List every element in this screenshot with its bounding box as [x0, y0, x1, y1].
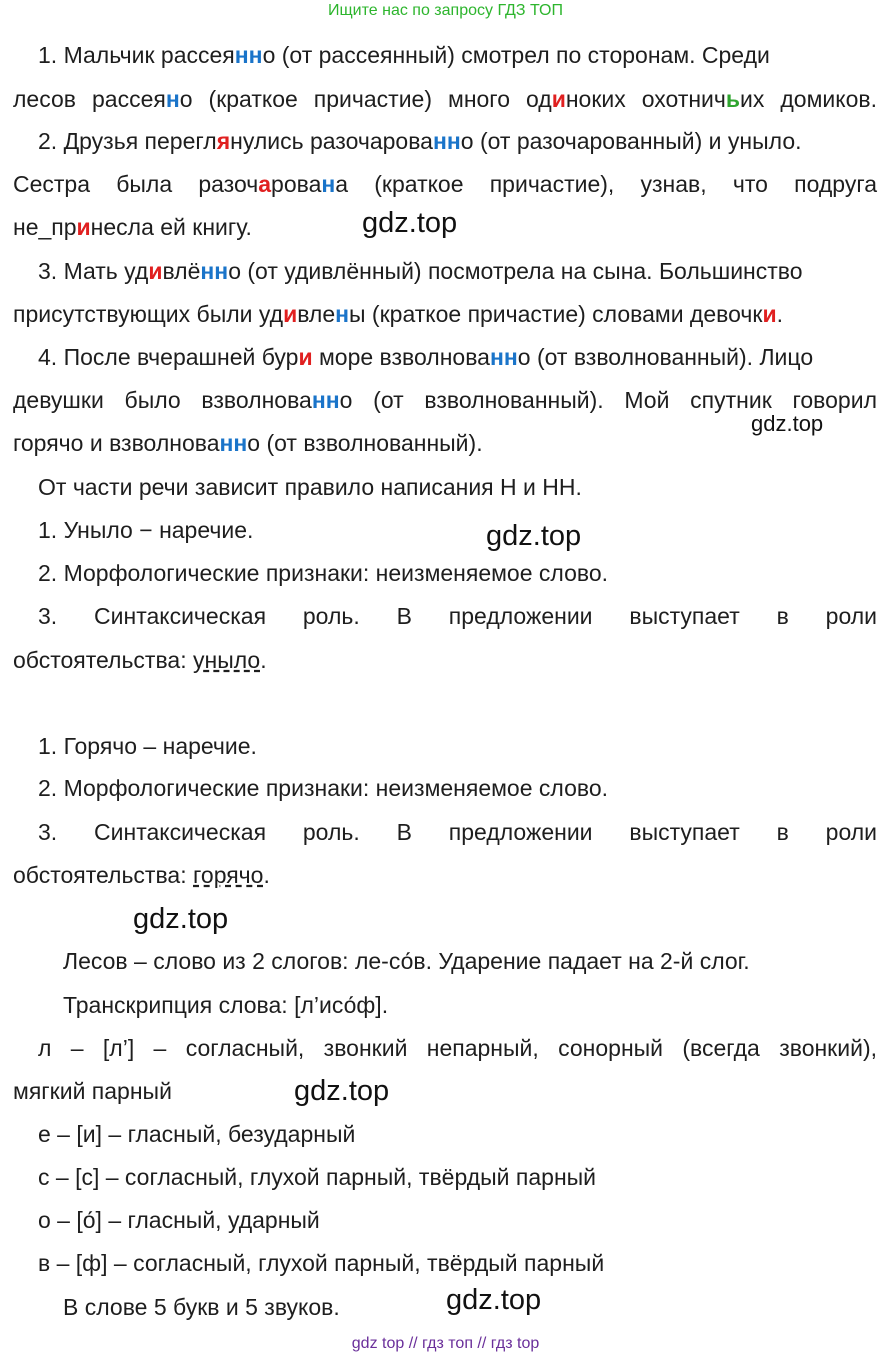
text-line [13, 169, 877, 199]
text-segment: л – [л’] – согласный, звонкий непарный, сонорный (всегда звонкий), [38, 1035, 877, 1061]
highlighted-letter: и [762, 301, 777, 327]
text-line [13, 645, 267, 675]
text-segment: нулись разочарова [230, 128, 433, 154]
text-segment: 1. Мальчик рассея [38, 42, 235, 68]
text-line [63, 946, 750, 976]
text-line [38, 731, 257, 761]
text-line [13, 385, 877, 415]
text-segment: От части речи зависит правило написания Н и НН. [38, 474, 582, 500]
text-line [38, 1119, 355, 1149]
text-segment: море взволнова [312, 344, 490, 370]
text-segment: . [263, 862, 270, 888]
highlighted-letter: и [76, 214, 91, 240]
text-segment: мягкий парный [13, 1078, 172, 1104]
text-segment: присутствующих были уд [13, 301, 284, 327]
text-line [38, 773, 608, 803]
text-segment: 2. Друзья перегл [38, 128, 217, 154]
highlighted-letter: нн [311, 387, 340, 413]
text-segment: о (краткое причастие) много од [179, 86, 552, 112]
text-segment: 2. Морфологические признаки: неизменяемое слово. [38, 775, 609, 801]
highlighted-letter: нн [432, 128, 461, 154]
text-segment: влё [162, 258, 201, 284]
text-line [38, 515, 253, 545]
text-segment: о (от удивлённый) посмотрела на сына. Большинство [228, 258, 803, 284]
text-segment: 3. Синтаксическая роль. В предложении выступает в роли [38, 819, 877, 845]
text-segment: 2. Морфологические признаки: неизменяемое слово. [38, 560, 609, 586]
text-segment: горячо и взволнова [13, 430, 220, 456]
highlighted-letter: и [551, 86, 566, 112]
text-line [38, 601, 877, 631]
text-segment: 1. Горячо – наречие. [38, 733, 257, 759]
highlighted-letter: и [298, 344, 313, 370]
text-segment: . [776, 301, 783, 327]
text-segment: о (от разочарованный) и уныло. [460, 128, 802, 154]
watermark: gdz.top [751, 411, 824, 436]
text-line [13, 299, 783, 329]
text-segment: а (краткое причастие), узнав, что подруга [335, 171, 877, 197]
highlighted-letter: нн [200, 258, 229, 284]
text-segment: о (от взволнованный). Мой спутник говорил [339, 387, 877, 413]
text-line [13, 428, 483, 458]
text-segment: лесов рассея [13, 86, 166, 112]
text-segment: 4. После вчерашней бур [38, 344, 299, 370]
text-segment: с – [с] – согласный, глухой парный, твёрдый парный [38, 1164, 597, 1190]
text-segment: В слове 5 букв и 5 звуков. [63, 1294, 340, 1320]
underlined-word: горячо [193, 862, 264, 888]
text-line [38, 126, 802, 156]
highlighted-letter: ь [725, 86, 741, 112]
text-line [38, 1033, 877, 1063]
text-line [38, 558, 608, 588]
text-segment: ы (краткое причастие) словами девочк [349, 301, 763, 327]
text-segment: . [260, 647, 267, 673]
watermark: gdz.top [294, 1075, 390, 1107]
text-segment: в – [ф] – согласный, глухой парный, твёрдый парный [38, 1250, 605, 1276]
text-line [13, 84, 877, 114]
text-segment: 1. Уныло − наречие. [38, 517, 254, 543]
watermark: gdz.top [486, 520, 582, 552]
text-line [38, 1205, 320, 1235]
highlighted-letter: нн [219, 430, 248, 456]
highlighted-letter: я [216, 128, 231, 154]
text-segment: не_пр [13, 214, 77, 240]
text-segment: о (от взволнованный). Лицо [517, 344, 814, 370]
highlighted-letter: н [165, 86, 180, 112]
highlighted-letter: н [335, 301, 350, 327]
text-line [38, 817, 877, 847]
footer-links: gdz top // гдз топ // гдз top [351, 1335, 540, 1352]
text-line [13, 212, 252, 242]
text-segment: обстоятельства: [13, 862, 194, 888]
text-segment: о (от рассеянный) смотрел по сторонам. Среди [262, 42, 770, 68]
highlighted-letter: нн [234, 42, 263, 68]
watermark: gdz.top [446, 1284, 542, 1316]
text-segment: 3. Синтаксическая роль. В предложении выступает в роли [38, 603, 877, 629]
text-line [38, 1248, 604, 1278]
text-line [13, 1076, 172, 1106]
text-segment: ноких охотнич [565, 86, 726, 112]
text-segment: о (от взволнованный). [247, 430, 483, 456]
text-segment: их домиков. [740, 86, 877, 112]
highlighted-letter: нн [489, 344, 518, 370]
text-segment: Сестра была разоч [13, 171, 259, 197]
text-line [38, 256, 803, 286]
text-line [38, 1162, 596, 1192]
underlined-word: уныло [193, 647, 261, 673]
text-line [38, 40, 770, 70]
text-segment: 3. Мать уд [38, 258, 149, 284]
text-line [38, 342, 813, 372]
top-banner: Ищите нас по запросу ГДЗ ТОП [328, 2, 563, 19]
highlighted-letter: и [283, 301, 298, 327]
text-line [63, 990, 388, 1020]
highlighted-letter: и [148, 258, 163, 284]
text-segment: вле [297, 301, 336, 327]
text-segment: девушки было взволнова [13, 387, 312, 413]
text-segment: рова [271, 171, 322, 197]
text-segment: Лесов – слово из 2 слогов: ле-со́в. Ударение падает на 2-й слог. [63, 948, 750, 974]
text-line [13, 860, 270, 890]
text-segment: несла ей книгу. [90, 214, 252, 240]
text-segment: е – [и] – гласный, безударный [38, 1121, 356, 1147]
highlighted-letter: а [258, 171, 272, 197]
text-segment: обстоятельства: [13, 647, 194, 673]
text-segment: о – [о́] – гласный, ударный [38, 1207, 320, 1233]
text-segment: Транскрипция слова: [л’исо́ф]. [63, 992, 389, 1018]
watermark: gdz.top [362, 207, 458, 239]
text-line [63, 1292, 340, 1322]
watermark: gdz.top [133, 903, 229, 935]
text-line [38, 472, 582, 502]
highlighted-letter: н [321, 171, 336, 197]
